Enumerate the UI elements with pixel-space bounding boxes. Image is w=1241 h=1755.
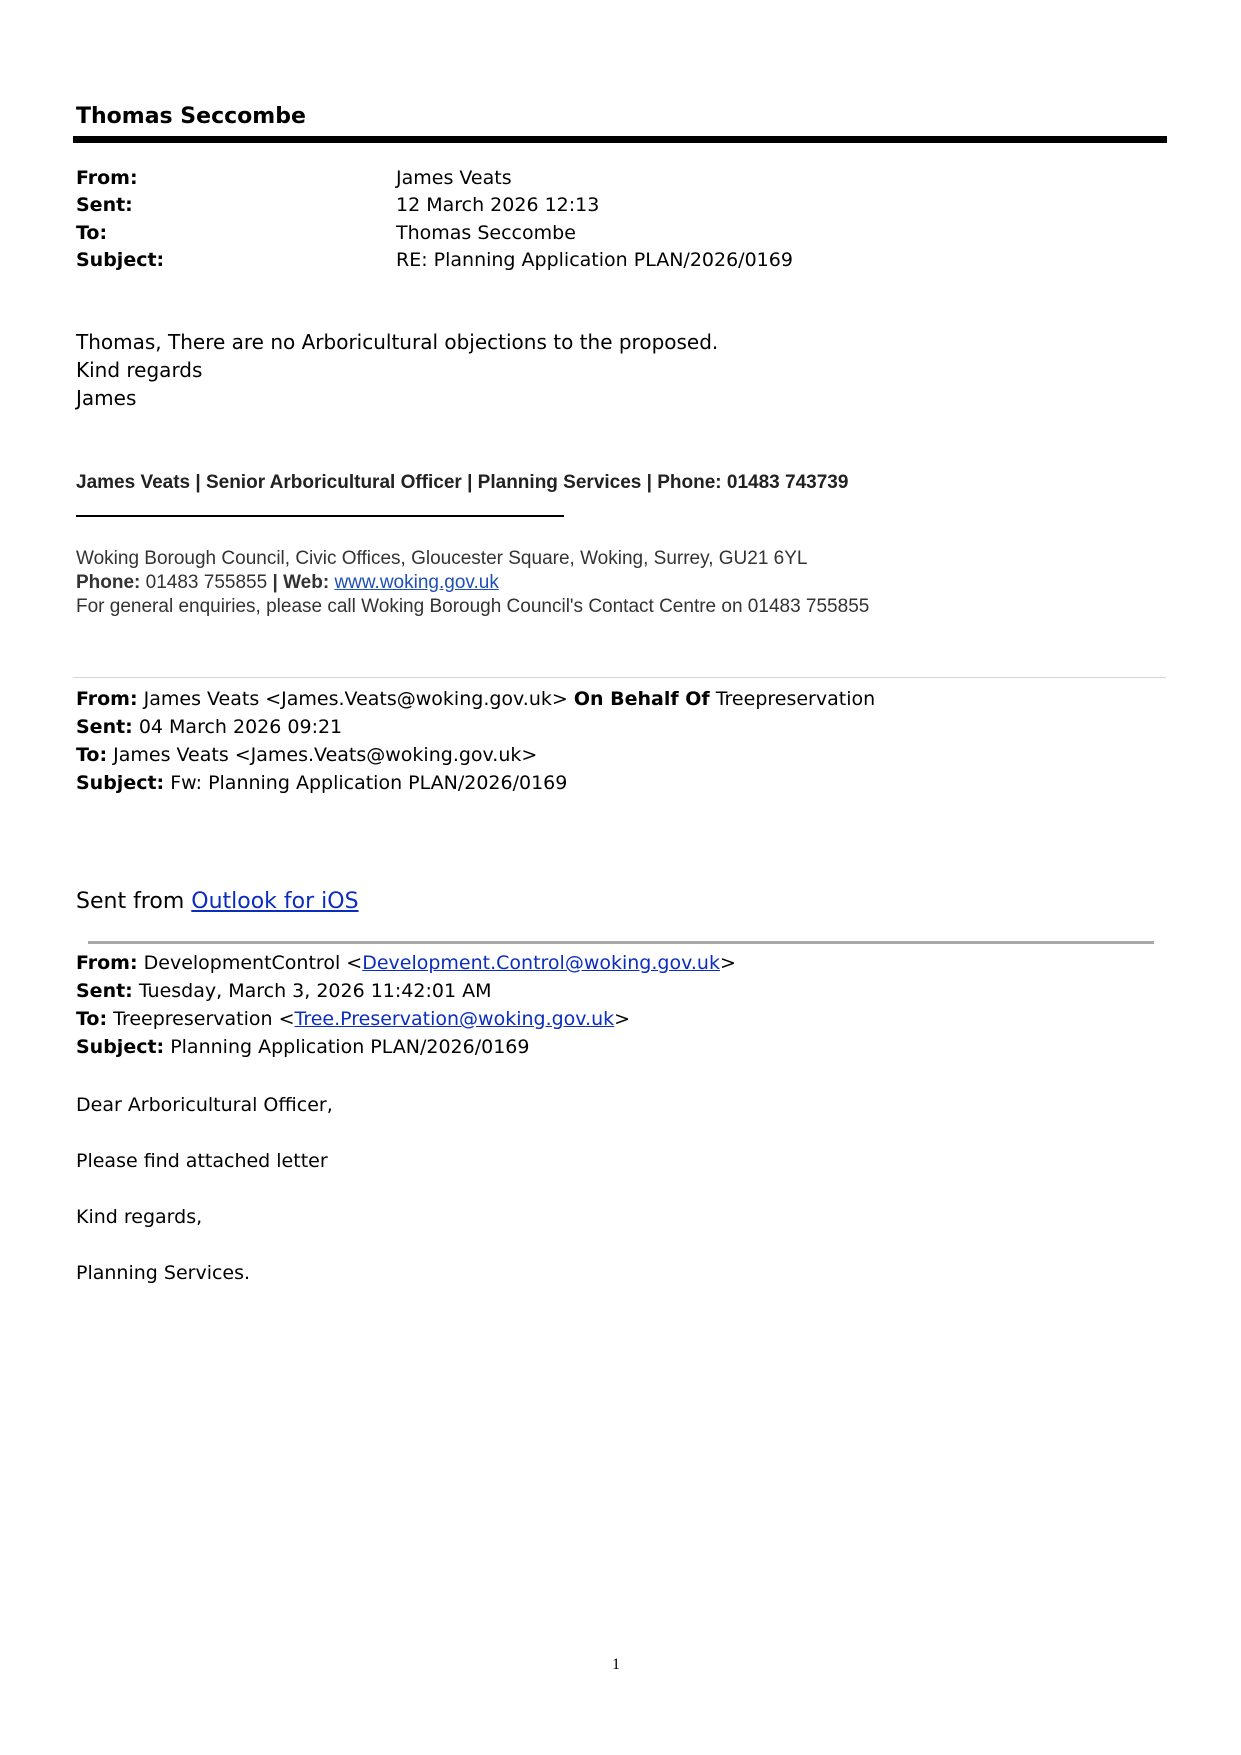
original-from-line [76,952,736,974]
to-label: To: [76,222,108,244]
original-from-label: From: [76,952,138,974]
sent-from-prefix: Sent from [76,889,192,914]
signature-line: James Veats | Senior Arboricultural Officer | Planning Services | Phone: 01483 743739 [76,472,849,493]
title-divider [73,136,1167,143]
original-subject-label: Subject: [76,1036,165,1058]
forward-from-value: James Veats <James.Veats@woking.gov.uk> [137,688,574,710]
forward-subject-line [76,772,567,794]
original-to-label: To: [76,1008,108,1030]
outlook-ios-link[interactable]: Outlook for iOS [191,889,359,914]
original-from-email-link[interactable]: Development.Control@woking.gov.uk [362,952,720,974]
original-to-line [76,1008,630,1030]
original-sent-line [76,980,491,1002]
phone-value: 01483 755855 [140,572,273,593]
subject-value: RE: Planning Application PLAN/2026/0169 [396,249,793,271]
message-divider [73,677,1166,678]
signature-enquiries: For general enquiries, please call Woking Borough Council's Contact Centre on 01483 755855 [76,596,870,617]
original-subject-line [76,1036,529,1058]
from-value: James Veats [396,167,512,189]
forward-sent-label: Sent: [76,716,133,738]
original-body-line: Planning Services. [76,1262,251,1284]
signature-contact [76,572,499,594]
sent-value: 12 March 2026 12:13 [396,194,600,216]
original-to-name: Treepreservation < [107,1008,295,1030]
sent-from-line [76,889,359,914]
forward-subject-value: Fw: Planning Application PLAN/2026/0169 [164,772,568,794]
signature-address: Woking Borough Council, Civic Offices, Gloucester Square, Woking, Surrey, GU21 6YL [76,548,808,569]
phone-label: Phone: [76,572,141,593]
subject-label: Subject: [76,249,165,271]
original-from-name: DevelopmentControl < [137,952,363,974]
sent-label: Sent: [76,194,133,216]
original-sent-value: Tuesday, March 3, 2026 11:42:01 AM [132,980,492,1002]
reply-body-line: Kind regards [76,358,203,382]
page-number: 1 [612,1656,620,1673]
original-sent-label: Sent: [76,980,133,1002]
reply-body-line: Thomas, There are no Arboricultural objections to the proposed. [76,330,719,354]
original-body-line: Dear Arboricultural Officer, [76,1094,333,1116]
forward-sent-line [76,716,342,738]
mailbox-owner-name: Thomas Seccombe [76,104,306,129]
website-link[interactable]: www.woking.gov.uk [334,572,499,593]
original-body-line: Please find attached letter [76,1150,328,1172]
from-label: From: [76,167,138,189]
forward-from-label: From: [76,688,138,710]
forward-subject-label: Subject: [76,772,165,794]
forward-to-label: To: [76,744,108,766]
original-to-close: > [614,1008,631,1030]
reply-body-line: James [76,386,137,410]
original-subject-value: Planning Application PLAN/2026/0169 [164,1036,530,1058]
forward-sent-value: 04 March 2026 09:21 [132,716,343,738]
original-from-close: > [719,952,736,974]
to-value: Thomas Seccombe [396,222,576,244]
forward-to-line [76,744,537,766]
forward-from-line [76,688,875,710]
original-message-divider [88,941,1154,944]
original-to-email-link[interactable]: Tree.Preservation@woking.gov.uk [294,1008,615,1030]
original-body-line: Kind regards, [76,1206,203,1228]
forward-behalf-label: On Behalf Of [573,688,710,710]
web-label: | Web: [272,572,330,593]
signature-divider [76,515,564,517]
forward-behalf-value: Treepreservation [709,688,876,710]
forward-to-value: James Veats <James.Veats@woking.gov.uk> [107,744,538,766]
